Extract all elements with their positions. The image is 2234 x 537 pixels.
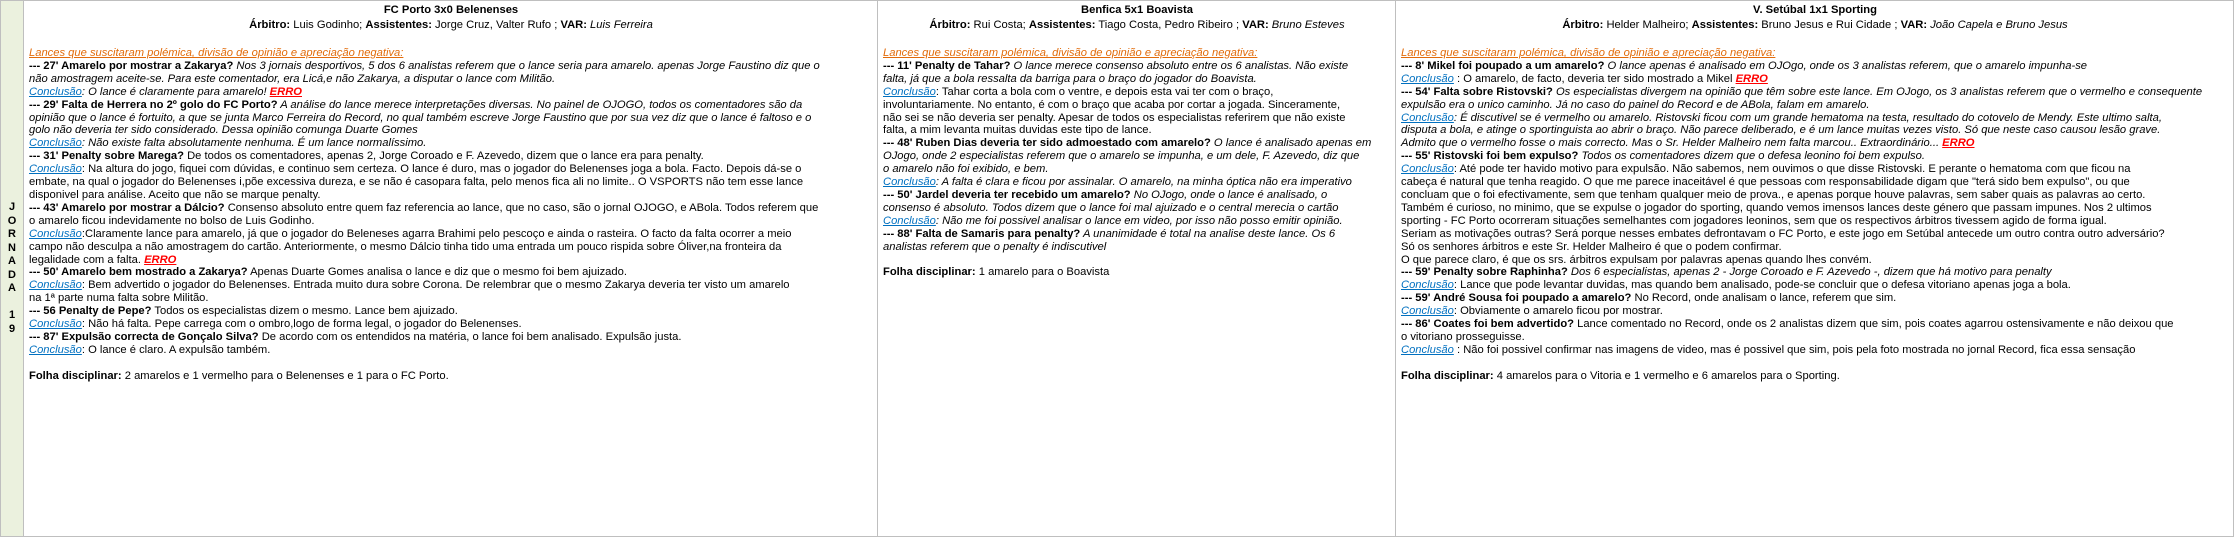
analysis-text-run: : Lance que pode levantar duvidas, mas quando bem analisado, pode-se concluir que o defesa vitoriano apenas joga a bola. xyxy=(1453,279,2071,292)
analysis-text-run: : Bem advertido o jogador do Belenenses. Entrada muito dura sobre Corona. De relembrar que o mesmo Zakarya deveria ter visto um amarelo xyxy=(81,279,790,292)
round-letter: D xyxy=(8,268,16,281)
text-line xyxy=(29,86,873,99)
game-title: FC Porto 3x0 Belenenses xyxy=(383,4,519,16)
var-name: João Capela e Bruno Jesus xyxy=(1927,19,2068,31)
analysis-text-run: : Até pode ter havido motivo para expulsão. Não sabemos, nem ouvimos o que disse Ristovski. E perante o hematoma com que ficou na xyxy=(1453,163,2131,176)
text-line xyxy=(883,73,1391,86)
conclusion-label: Conclusão xyxy=(29,85,82,98)
text-line xyxy=(1401,266,2229,279)
analysis-text-run: o amarelo ficou indevidamente no bolso de Luis Godinho. xyxy=(29,214,315,227)
text-line xyxy=(29,176,873,189)
analysis-text-run: Apenas Duarte Gomes analisa o lance e diz que o mesmo foi bem ajuizado. xyxy=(247,266,627,279)
incident-question: --- 86' Coates foi bem advertido? xyxy=(1401,318,1574,331)
var-name: Luis Ferreira xyxy=(586,19,653,31)
text-line xyxy=(1401,254,2229,267)
text-line xyxy=(883,189,1391,202)
text-line xyxy=(29,370,873,383)
analysis-text xyxy=(29,47,873,383)
analysis-text-run: Todos os comentadores dizem que o defesa leonino foi bem expulso. xyxy=(1578,150,1925,163)
round-number: 1 xyxy=(8,309,16,321)
referee-label: Árbitro: xyxy=(1562,19,1604,31)
text-line xyxy=(1401,60,2229,73)
analysis-text xyxy=(1401,47,2229,383)
text-line xyxy=(1401,73,2229,86)
game-title: V. Setúbal 1x1 Sporting xyxy=(1753,4,1877,16)
text-line xyxy=(29,150,873,163)
referee-line xyxy=(883,18,1391,32)
analysis-text-run: Todos os especialistas dizem o mesmo. Lance bem ajuizado. xyxy=(151,305,458,318)
incident-question: --- 87' Expulsão correcta de Gonçalo Silva? xyxy=(29,330,259,343)
text-line xyxy=(29,47,873,60)
text-line xyxy=(883,215,1391,228)
round-letter: R xyxy=(8,228,16,240)
analysis-text-run: consenso é absoluto. Todos dizem que o lance foi mal ajuizado e o central merecia o cartão xyxy=(883,201,1339,214)
text-line xyxy=(29,266,873,279)
section-header: Lances que suscitaram polémica, divisão de opinião e apreciação negativa: xyxy=(1401,47,1776,59)
error-flag: ERRO xyxy=(269,85,302,98)
conclusion-label: Conclusão xyxy=(1401,343,1454,356)
incident-question: --- 31' Penalty sobre Marega? xyxy=(29,150,184,163)
incident-question: --- 48' Ruben Dias deveria ter sido admoestado com amarelo? xyxy=(883,137,1211,150)
text-line xyxy=(883,163,1391,176)
text-line xyxy=(883,60,1391,73)
incident-question: --- 55' Ristovski foi bem expulso? xyxy=(1401,150,1579,163)
text-line xyxy=(883,202,1391,215)
section-header: Lances que suscitaram polémica, divisão de opinião e apreciação negativa: xyxy=(29,47,404,59)
analysis-text-run: : O amarelo, de facto, deveria ter sido mostrado a Mikel xyxy=(1453,72,1736,85)
game-column-porto-belenenses xyxy=(24,1,878,536)
analysis-text-run: No Record, onde analisam o lance, referem que sim. xyxy=(1631,292,1897,305)
text-line xyxy=(29,318,873,331)
text-line xyxy=(1401,305,2229,318)
var-label: VAR: xyxy=(560,19,587,31)
analysis-text-run: não amostragem aceite-se. Para este comentador, era Licá,e não Zakarya, a disputar o lance com Militão. xyxy=(29,72,556,85)
text-line xyxy=(883,99,1391,112)
text-line xyxy=(883,47,1391,60)
incident-question: --- 54' Falta sobre Ristovski? xyxy=(1401,85,1553,98)
analysis-text-run: na 1ª parte numa falta sobre Militão. xyxy=(29,292,209,305)
text-line xyxy=(1401,202,2229,215)
analysis-text-run: O lance merece consenso absoluto entre os 6 analistas. Não existe xyxy=(1010,59,1349,72)
analysis-text-run: :Claramente lance para amarelo, já que o jogador do Beleneses agarra Brahimi pelo pescoço e ainda o rasteira. O facto da falta ocorrer a meio xyxy=(81,227,792,240)
analysis-text-run: : Não me foi possivel analisar o lance em video, por isso não posso emitir opinião. xyxy=(935,214,1343,227)
analysis-text-run: : O lance é claro. A expulsão também. xyxy=(81,343,271,356)
text-line xyxy=(1401,357,2229,370)
analysis-text-run: Os especialistas divergem na opinião que têm sobre este lance. Em OJogo, os 3 analistas referem que o vermelho e consequente xyxy=(1552,85,2203,98)
text-line xyxy=(1401,150,2229,163)
text-line xyxy=(29,60,873,73)
conclusion-label: Conclusão xyxy=(29,227,82,240)
analysis-text-run: involuntariamente. No entanto, é com o braço que acaba por cortar a jogada. Sinceramente, xyxy=(883,98,1341,111)
conclusion-label: Conclusão xyxy=(1401,72,1454,85)
game-title: Benfica 5x1 Boavista xyxy=(1081,4,1193,16)
analysis-text-run: Seriam as motivações outras? Será porque nesses embates defrontavam o FC Porto, e este jogo em Setúbal antecede um outro contra outro adversário? xyxy=(1401,227,2165,240)
text-line xyxy=(29,137,873,150)
text-line xyxy=(1401,318,2229,331)
text-line xyxy=(883,241,1391,254)
text-line xyxy=(1401,292,2229,305)
analysis-text-run: cabeça é natural que tenha reagido. O que me parece inaceitável é que pessoas com responsabilidade digam que "terá sido bem expulso", ou que xyxy=(1401,176,2130,189)
text-line xyxy=(883,176,1391,189)
text-line xyxy=(883,86,1391,99)
analysis-text-run: : Não existe falta absolutamente nenhuma. É um lance normalíssimo. xyxy=(81,137,427,150)
analysis-text-run: De todos os comentadores, apenas 2, Jorge Coroado e F. Azevedo, dizem que o lance era para penalty. xyxy=(183,150,704,163)
round-number: 9 xyxy=(8,322,16,335)
assistants-names: Jorge Cruz, Valter Rufo ; xyxy=(431,19,561,31)
conclusion-label: Conclusão xyxy=(29,137,82,150)
referee-line xyxy=(1401,18,2229,32)
incident-question: --- 88' Falta de Samaris para penalty? xyxy=(883,227,1081,240)
round-letter: O xyxy=(7,214,17,227)
analysis-text-run: Admito que o vermelho fosse o mais correcto. Mas o Sr. Helder Malheiro nem falta marcou.. Extraordinário... xyxy=(1401,137,1943,150)
incident-question: --- 27' Amarelo por mostrar a Zakarya? xyxy=(29,59,234,72)
text-line xyxy=(29,241,873,254)
referee-name: Luis Godinho; xyxy=(290,19,366,31)
conclusion-label: Conclusão xyxy=(29,318,82,331)
text-line xyxy=(1401,228,2229,241)
analysis-text-run: concluam que o foi efectivamente, sem que tenham qualquer meio de prova., e apenas porque houve palavras, sem saber quais as palavras ao certo. xyxy=(1401,188,2146,201)
game-column-setubal-sporting xyxy=(1396,1,2233,536)
analysis-text-run: falta, a mim levanta muitas duvidas este tipo de lance. xyxy=(883,124,1152,137)
analysis-text-run: O lance apenas é analisado em OJOgo, onde os 3 analistas referem, que o amarelo impunha-se xyxy=(1604,59,2088,72)
text-line xyxy=(883,254,1391,267)
conclusion-label: Conclusão xyxy=(883,214,936,227)
analysis-text xyxy=(883,47,1391,279)
text-line xyxy=(29,344,873,357)
text-line xyxy=(29,331,873,344)
conclusion-label: Conclusão xyxy=(1401,279,1454,292)
text-line xyxy=(29,357,873,370)
text-line xyxy=(1401,331,2229,344)
text-line xyxy=(29,305,873,318)
analysis-text-run: : É discutivel se é vermelho ou amarelo. Ristovski ficou com um grande hematoma na testa, resultado do cotovelo de Mendy. Este ultimo salta, xyxy=(1453,111,2162,124)
text-line xyxy=(29,292,873,305)
assistants-names: Tiago Costa, Pedro Ribeiro ; xyxy=(1095,19,1243,31)
section-header: Lances que suscitaram polémica, divisão de opinião e apreciação negativa: xyxy=(883,47,1258,59)
analysis-text-run: : Não há falta. Pepe carrega com o ombro,logo de forma legal, o jogador do Belenenses. xyxy=(81,318,522,331)
text-line xyxy=(29,73,873,86)
referee-line xyxy=(29,18,873,32)
analysis-text-run: disputa a bola, e atinge o sportinguista ao abrir o braço. Não parece deliberado, e é um lance muitas vezes visto. Só que neste caso causou lesão grave. xyxy=(1401,124,2161,137)
analysis-text-run: 4 amarelos para o Vitoria e 1 vermelho e 6 amarelos para o Sporting. xyxy=(1493,369,1840,382)
incident-question: --- 8' Mikel foi poupado a um amarelo? xyxy=(1401,59,1605,72)
incident-question: --- 29' Falta de Herrera no 2º golo do FC Porto? xyxy=(29,98,278,111)
analysis-text-run: sporting - FC Porto ocorreram situações semelhantes com jogadores leoninos, sem que os respectivos árbitros tivessem agido de forma igual. xyxy=(1401,214,2107,227)
analysis-text-run: campo não desculpa a não amostragem do cartão. Anteriormente, o mesmo Dálcio tinha tido uma entrada um pouco rispida sobre Óliver,na fronteira da xyxy=(29,240,782,253)
conclusion-label: Conclusão xyxy=(29,163,82,176)
text-line xyxy=(883,124,1391,137)
analysis-text-run: o amarelo não foi exibido, e bem. xyxy=(883,163,1049,176)
text-line xyxy=(1401,215,2229,228)
text-line xyxy=(883,112,1391,125)
assistants-names: Bruno Jesus e Rui Cidade ; xyxy=(1758,19,1901,31)
analysis-text-run: legalidade com a falta. xyxy=(29,253,145,266)
error-flag: ERRO xyxy=(144,253,177,266)
analysis-text-run: 2 amarelos e 1 vermelho para o Belenenses e 1 para o FC Porto. xyxy=(121,369,449,382)
text-line xyxy=(1401,279,2229,292)
text-line xyxy=(883,266,1391,279)
assistants-label: Assistentes: xyxy=(365,19,432,31)
analysis-text-run: : Não foi possivel confirmar nas imagens de video, mas é possivel que sim, pois pela foto mostrada no jornal Record, fica essa sensação xyxy=(1453,343,2136,356)
incident-question: Folha disciplinar: xyxy=(883,266,976,279)
incident-question: --- 56 Penalty de Pepe? xyxy=(29,305,152,318)
analysis-text-run: : Na altura do jogo, fiquei com dúvidas, e continuo sem certeza. O lance é duro, mas o jogador do Belenenses joga a bola. Facto. Depois dá-se o xyxy=(81,163,802,176)
round-letter: A xyxy=(8,255,16,267)
text-line xyxy=(1401,47,2229,60)
text-line xyxy=(1401,86,2229,99)
analysis-text-run: : Obviamente o amarelo ficou por mostrar. xyxy=(1453,305,1663,318)
analysis-text-run: O lance é analisado apenas em xyxy=(1210,137,1372,150)
referee-label: Árbitro: xyxy=(249,19,291,31)
text-line xyxy=(29,112,873,125)
text-line xyxy=(1401,241,2229,254)
text-line xyxy=(1401,344,2229,357)
analysis-text-run: : A falta é clara e ficou por assinalar. O amarelo, na minha óptica não era imperativo xyxy=(935,176,1352,189)
analysis-text-run: analistas referem que o penalty é indiscutivel xyxy=(883,240,1107,253)
round-letter: J xyxy=(8,201,16,213)
text-line xyxy=(29,202,873,215)
incident-question: --- 50' Jardel deveria ter recebido um amarelo? xyxy=(883,188,1131,201)
analysis-text-run: Também é curioso, no minimo, que se expulse o jogador do sporting, quando vemos imensos lances deste género que passam impunes. Nos 2 ultimos xyxy=(1401,201,2152,214)
conclusion-label: Conclusão xyxy=(1401,163,1454,176)
game-column-benfica-boavista xyxy=(878,1,1396,536)
text-line xyxy=(1401,137,2229,150)
assistants-label: Assistentes: xyxy=(1028,19,1096,31)
analysis-text-run: Nos 3 jornais desportivos, 5 dos 6 analistas referem que o lance seria para amarelo. apenas Jorge Faustino diz que o xyxy=(233,59,820,72)
text-line xyxy=(29,215,873,228)
incident-question: --- 59' Penalty sobre Raphinha? xyxy=(1401,266,1568,279)
text-line xyxy=(1401,99,2229,112)
text-line xyxy=(29,228,873,241)
text-line xyxy=(29,124,873,137)
analysis-text-run: falta, já que a bola ressalta da barriga para o braço do jogador do Boavista. xyxy=(883,72,1257,85)
text-line xyxy=(1401,112,2229,125)
text-line xyxy=(883,137,1391,150)
text-line xyxy=(29,189,873,202)
analysis-text-run: : Tahar corta a bola com o ventre, e depois esta vai ter com o braço, xyxy=(935,85,1274,98)
referee-name: Rui Costa; xyxy=(970,19,1029,31)
var-label: VAR: xyxy=(1242,19,1269,31)
analysis-text-run: não sei se não deveria ser penalty. Apesar de todos os especialistas referirem que não existe xyxy=(883,111,1346,124)
error-flag: ERRO xyxy=(1942,137,1975,150)
referee-label: Árbitro: xyxy=(929,19,971,31)
analysis-text-run: Consenso absoluto entre quem faz referencia ao lance, que no caso, são o jornal OJOGO, e ABola. Todos referem que xyxy=(224,201,819,214)
incident-question: Folha disciplinar: xyxy=(29,369,122,382)
analysis-text-run: A análise do lance merece interpretações diversas. No painel de OJOGO, todos os comentadores são da xyxy=(277,98,803,111)
analysis-text-run: No OJogo, onde o lance é analisado, o xyxy=(1130,188,1328,201)
analysis-text-run: o vitoriano prosseguisse. xyxy=(1401,330,1525,343)
round-label xyxy=(1,1,24,536)
text-line xyxy=(29,163,873,176)
analysis-text-run: opinião que o lance é fortuito, a que se junta Marco Ferreira do Record, no qual também escreve Jorge Faustino que por sua vez diz que o lance é faltoso e o xyxy=(29,111,812,124)
analysis-text-run: embate, na qual o jogador do Belenenses i,põe excessiva dureza, e se não é casopara falta, pelo menos fica ali no limite.. O VSPORTS não tem esse lance xyxy=(29,176,804,189)
conclusion-label: Conclusão xyxy=(29,343,82,356)
incident-question: --- 11' Penalty de Tahar? xyxy=(883,59,1011,72)
text-line xyxy=(1401,370,2229,383)
error-flag: ERRO xyxy=(1735,72,1768,85)
analysis-text-run: De acordo com os entendidos na matéria, o lance foi bem analisado. Expulsão justa. xyxy=(258,330,682,343)
conclusion-label: Conclusão xyxy=(29,279,82,292)
analysis-text-run: Só os senhores árbitros e este Sr. Helder Malheiro é que o podem confirmar. xyxy=(1401,240,1782,253)
text-line xyxy=(883,150,1391,163)
incident-question: --- 50' Amarelo bem mostrado a Zakarya? xyxy=(29,266,248,279)
conclusion-label: Conclusão xyxy=(883,176,936,189)
round-letter: A xyxy=(8,282,16,294)
var-name: Bruno Esteves xyxy=(1268,19,1345,31)
conclusion-label: Conclusão xyxy=(1401,111,1454,124)
referee-name: Helder Malheiro; xyxy=(1603,19,1692,31)
var-label: VAR: xyxy=(1900,19,1928,31)
text-line xyxy=(1401,189,2229,202)
conclusion-label: Conclusão xyxy=(883,85,936,98)
analysis-text-run: A unanimidade é total na analise deste lance. Os 6 xyxy=(1080,227,1336,240)
analysis-text-run: O que parece claro, é que os srs. árbitros expulsam por palavras apenas quando lhes convém. xyxy=(1401,253,1872,266)
analysis-text-run: 1 amarelo para o Boavista xyxy=(975,266,1110,279)
text-line xyxy=(1401,124,2229,137)
analysis-text-run: golo não deveria ter sido considerado. Dessa opinião comunga Duarte Gomes xyxy=(29,124,418,137)
text-line xyxy=(29,279,873,292)
analysis-text-run: Lance comentado no Record, onde os 2 analistas dizem que sim, pois coates agarrou ostensivamente e não deixou que xyxy=(1574,318,2174,331)
analysis-text-run: : O lance é claramente para amarelo! xyxy=(81,85,270,98)
text-line xyxy=(1401,163,2229,176)
text-line xyxy=(1401,176,2229,189)
analysis-text-run: OJogo, onde 2 especialistas referem que o amarelo se impunha, e um dele, F. Azevedo, diz que xyxy=(883,150,1360,163)
incident-question: Folha disciplinar: xyxy=(1401,369,1494,382)
incident-question: --- 59' André Sousa foi poupado a amarelo? xyxy=(1401,292,1632,305)
incident-question: --- 43' Amarelo por mostrar a Dálcio? xyxy=(29,201,225,214)
round-letter: N xyxy=(8,241,16,254)
analysis-text-run: Dos 6 especialistas, apenas 2 - Jorge Coroado e F. Azevedo -, dizem que há motivo para penalty xyxy=(1567,266,2052,279)
analysis-text-run: expulsão era o unico caminho. Já no caso do painel do Record e de ABola, falam em amarelo. xyxy=(1401,98,1870,111)
text-line xyxy=(29,254,873,267)
analysis-text-run: disponivel para análise. Aceito que não se marque penalty. xyxy=(29,188,321,201)
text-line xyxy=(29,99,873,112)
assistants-label: Assistentes: xyxy=(1691,19,1759,31)
conclusion-label: Conclusão xyxy=(1401,305,1454,318)
text-line xyxy=(883,228,1391,241)
